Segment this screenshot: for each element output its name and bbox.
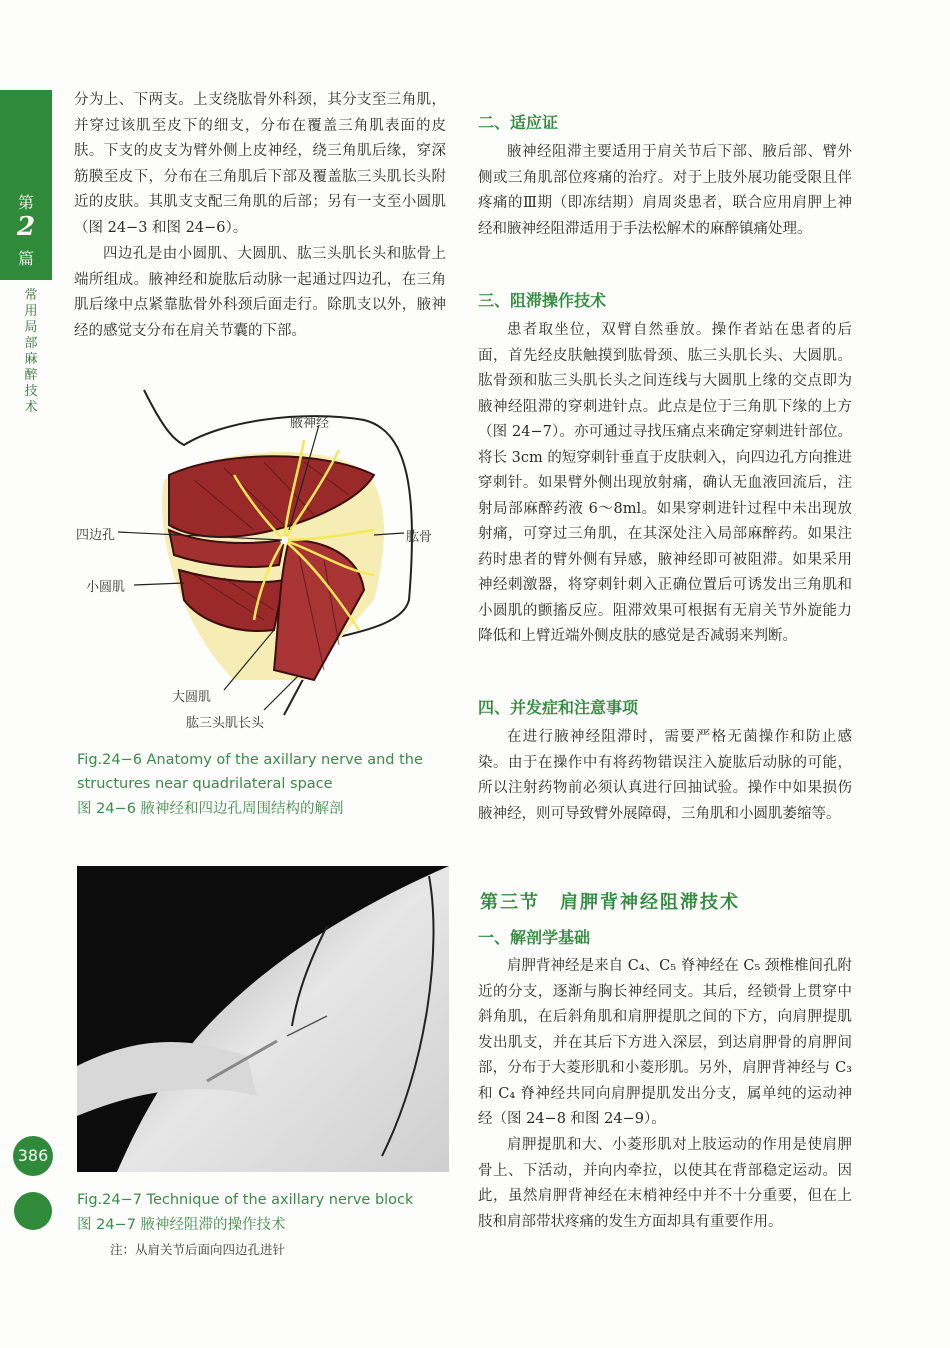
heading-anatomy: 一、解剖学基础 [478, 928, 591, 947]
book-title: 常用局部麻醉技术 [24, 288, 38, 415]
decorative-dot [14, 1192, 52, 1230]
label-humerus: 肱骨 [406, 530, 433, 545]
page-number: 386 [13, 1136, 53, 1176]
heading-indications: 二、适应证 [478, 113, 559, 132]
label-axillary-nerve: 腋神经 [290, 416, 330, 431]
figure2-caption-en: Fig.24−7 Technique of the axillary nerve block [77, 1192, 414, 1208]
paragraph-complications: 在进行腋神经阻滞时，需要严格无菌操作和防止感染。由于在操作中有将药物错误注入旋肱后动脉的可能，所以注射药物前必须认真进行回抽试验。操作中如果损伤腋神经，则可导致臂外展障碍，三角肌和小圆肌萎缩等。 [478, 729, 852, 822]
heading-complications: 四、并发症和注意事项 [478, 698, 639, 717]
section-title: 第三节 肩胛背神经阻滞技术 [480, 892, 740, 913]
part-prefix: 第 [17, 193, 34, 212]
part-suffix: 篇 [17, 249, 34, 268]
label-quadrilateral-space: 四边孔 [76, 528, 116, 543]
part-number: 2 [16, 212, 36, 242]
part-tab [0, 90, 52, 280]
paragraph-indications: 腋神经阻滞主要适用于肩关节后下部、腋后部、臂外侧或三角肌部位疼痛的治疗。对于上肢外展功能受限且伴疼痛的Ⅲ期（即冻结期）肩周炎患者，联合应用肩胛上神经和腋神经阻滞适用于手法松解术的麻醉镇痛处理。 [478, 144, 852, 237]
figure2-note: 注：从肩关节后面向四边孔进针 [110, 1242, 286, 1257]
paragraph-function: 肩胛提肌和大、小菱形肌对上肢运动的作用是使肩胛骨上、下活动，并向内牵拉，以使其在背部稳定运动。因此，虽然肩胛背神经在末梢神经中并不十分重要，但在上肢和肩部带状疼痛的发生方面却具有重要作用。 [478, 1137, 852, 1230]
label-teres-major: 大圆肌 [172, 690, 212, 705]
paragraph-technique: 患者取坐位，双臂自然垂放。操作者站在患者的后面，首先经皮肤触摸到肱骨颈、肱三头肌长头、大圆肌。肱骨颈和肱三头肌长头之间连线与大圆肌上缘的交点即为腋神经阻滞的穿刺进针点。此点是位于三角肌下缘的上方（图 24−7）。亦可通过寻找压痛点来确定穿刺进针部位。将长 3cm 的短穿刺针垂直于皮肤刺入，向四边孔方向推进穿刺针。如果臂外侧出现放射痛，确认无血液回流后，注射局部麻醉药液 6～8ml。如果穿刺进针过程中未出现放射痛，可穿过三角肌，在其深处注入局部麻醉药。如果注药时患者的臂外侧有异感，腋神经即可被阻滞。如果采用神经刺激器，将穿刺针刺入正确位置后可诱发出三角肌和小圆肌的颤搐反应。阻滞效果可根据有无肩关节外旋能力降低和上臂近端外侧皮肤的感觉是否减弱来判断。 [478, 322, 852, 644]
anatomy-illustration [74, 380, 450, 740]
figure1-caption-en: Fig.24−6 Anatomy of the axillary nerve and the structures near quadrilateral space [77, 752, 423, 792]
label-teres-minor: 小圆肌 [86, 580, 126, 595]
figure2-caption-cn: 图 24−7 腋神经阻滞的操作技术 [77, 1217, 286, 1233]
label-triceps-long-head: 肱三头肌长头 [186, 716, 265, 731]
paragraph-anatomy: 肩胛背神经是来自 C₄、C₅ 脊神经在 C₅ 颈椎椎间孔附近的分支，逐渐与胸长神经同支。其后，经锁骨上贯穿中斜角肌，在后斜角肌和肩胛提肌之间的下方，向肩胛提肌发出肌支，并在其后下方进入深层，到达肩胛骨的肩胛间部，分布于大菱形肌和小菱形肌。另外，肩胛背神经与 C₃ 和 C₄ 脊神经共同向肩胛提肌发出分支，属单纯的运动神经（图 24−8 和图 24−9）。 [478, 958, 852, 1127]
heading-technique: 三、阻滞操作技术 [478, 291, 607, 310]
left-paragraph-2: 四边孔是由小圆肌、大圆肌、肱三头肌长头和肱骨上端所组成。腋神经和旋肱后动脉一起通过四边孔，在三角肌后缘中点紧靠肱骨外科颈后面走行。除肌支以外，腋神经的感觉支分布在肩关节囊的下部。 [74, 246, 446, 339]
left-paragraph-1: 分为上、下两支。上支绕肱骨外科颈，其分支至三角肌，并穿过该肌至皮下的细支，分布在覆盖三角肌表面的皮肤。下支的皮支为臂外侧上皮神经，绕三角肌后缘，穿深筋膜至皮下，分布在三角肌后下部及覆盖肱三头肌长头附近的皮肤。其肌支支配三角肌的后部；另有一支至小圆肌（图 24−3 和图 24−6）。 [74, 92, 446, 236]
figure1-caption-cn: 图 24−6 腋神经和四边孔周围结构的解剖 [77, 801, 344, 817]
procedure-photo [77, 866, 449, 1172]
